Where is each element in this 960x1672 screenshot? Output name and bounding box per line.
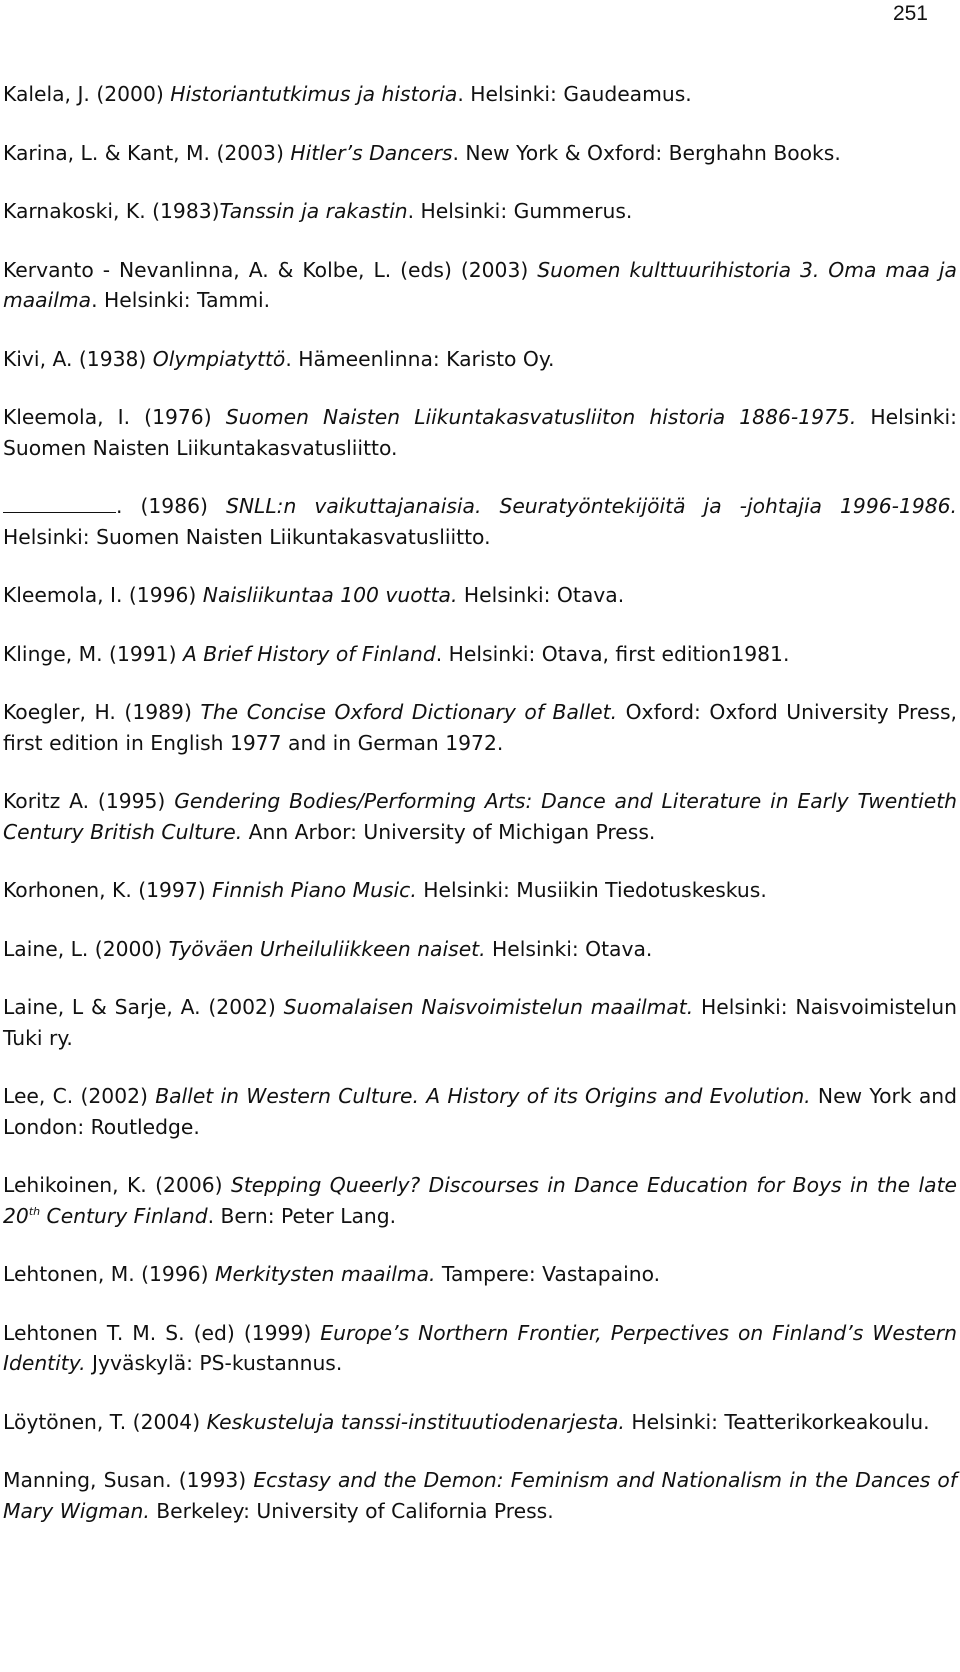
reference-entry: Kleemola, I. (1996) Naisliikuntaa 100 vuotta. Helsinki: Otava.	[3, 583, 625, 607]
reference-entry: Klinge, M. (1991) A Brief History of Finland. Helsinki: Otava, first edition1981.	[3, 641, 790, 666]
reference-entry: Koegler, H. (1989) The Concise Oxford Dictionary of Ballet. Oxford: Oxford University Press, first edition in English 1977 and in German 1972.	[3, 700, 957, 755]
reference-entry: Laine, L & Sarje, A. (2002) Suomalaisen Naisvoimistelun maailmat. Helsinki: Naisvoimistelun Tuki ry.	[3, 995, 958, 1050]
author-repeat-line	[3, 493, 116, 513]
reference-entry: . (1986) SNLL:n vaikuttajanaisia. Seuratyöntekijöitä ja -johtajia 1996-1986. Helsinki: Suomen Naisten Liikuntakasvatusliitto.	[3, 494, 957, 549]
reference-entry: Kivi, A. (1938) Olympiatyttö. Hämeenlinna: Karisto Oy.	[3, 346, 555, 371]
reference-entry: Koritz A. (1995) Gendering Bodies/Performing Arts: Dance and Literature in Early Twentieth Century British Culture. Ann Arbor: University of Michigan Press.	[3, 789, 958, 844]
page-number: 251	[892, 2, 928, 25]
reference-entry: Lee, C. (2002) Ballet in Western Culture. A History of its Origins and Evolution. New York and London: Routledge.	[3, 1084, 958, 1139]
reference-entry: Korhonen, K. (1997) Finnish Piano Music. Helsinki: Musiikin Tiedotuskeskus.	[3, 878, 767, 902]
reference-entry: Kervanto - Nevanlinna, A. & Kolbe, L. (eds) (2003) Suomen kulttuurihistoria 3. Oma maa ja maailma. Helsinki: Tammi.	[3, 257, 957, 312]
reference-entry: Löytönen, T. (2004) Keskusteluja tanssi-instituutiodenarjesta. Helsinki: Teatterikorkeakoulu.	[3, 1409, 930, 1434]
reference-entry: Karina, L. & Kant, M. (2003) Hitler’s Dancers. New York & Oxford: Berghahn Books.	[3, 140, 841, 165]
reference-entry: Kalela, J. (2000) Historiantutkimus ja historia. Helsinki: Gaudeamus.	[3, 82, 692, 106]
reference-list	[3, 79, 957, 1526]
reference-entry: Lehtonen, M. (1996) Merkitysten maailma. Tampere: Vastapaino.	[3, 1262, 661, 1286]
reference-entry: Karnakoski, K. (1983)Tanssin ja rakastin. Helsinki: Gummerus.	[3, 199, 633, 223]
reference-entry: Manning, Susan. (1993) Ecstasy and the Demon: Feminism and Nationalism in the Dances of Mary Wigman. Berkeley: University of California Press.	[3, 1468, 957, 1523]
reference-entry: Lehtonen T. M. S. (ed) (1999) Europe’s Northern Frontier, Perpectives on Finland’s Western Identity. Jyväskylä: PS-kustannus.	[3, 1320, 958, 1375]
reference-entry: Laine, L. (2000) Työväen Urheiluliikkeen naiset. Helsinki: Otava.	[3, 936, 653, 961]
reference-entry: Lehikoinen, K. (2006) Stepping Queerly? Discourses in Dance Education for Boys in the late 20th Century Finland. Bern: Peter Lang.	[3, 1173, 957, 1228]
reference-entry: Kleemola, I. (1976) Suomen Naisten Liikuntakasvatusliiton historia 1886-1975. Helsinki: Suomen Naisten Liikuntakasvatusliitto.	[3, 405, 958, 460]
